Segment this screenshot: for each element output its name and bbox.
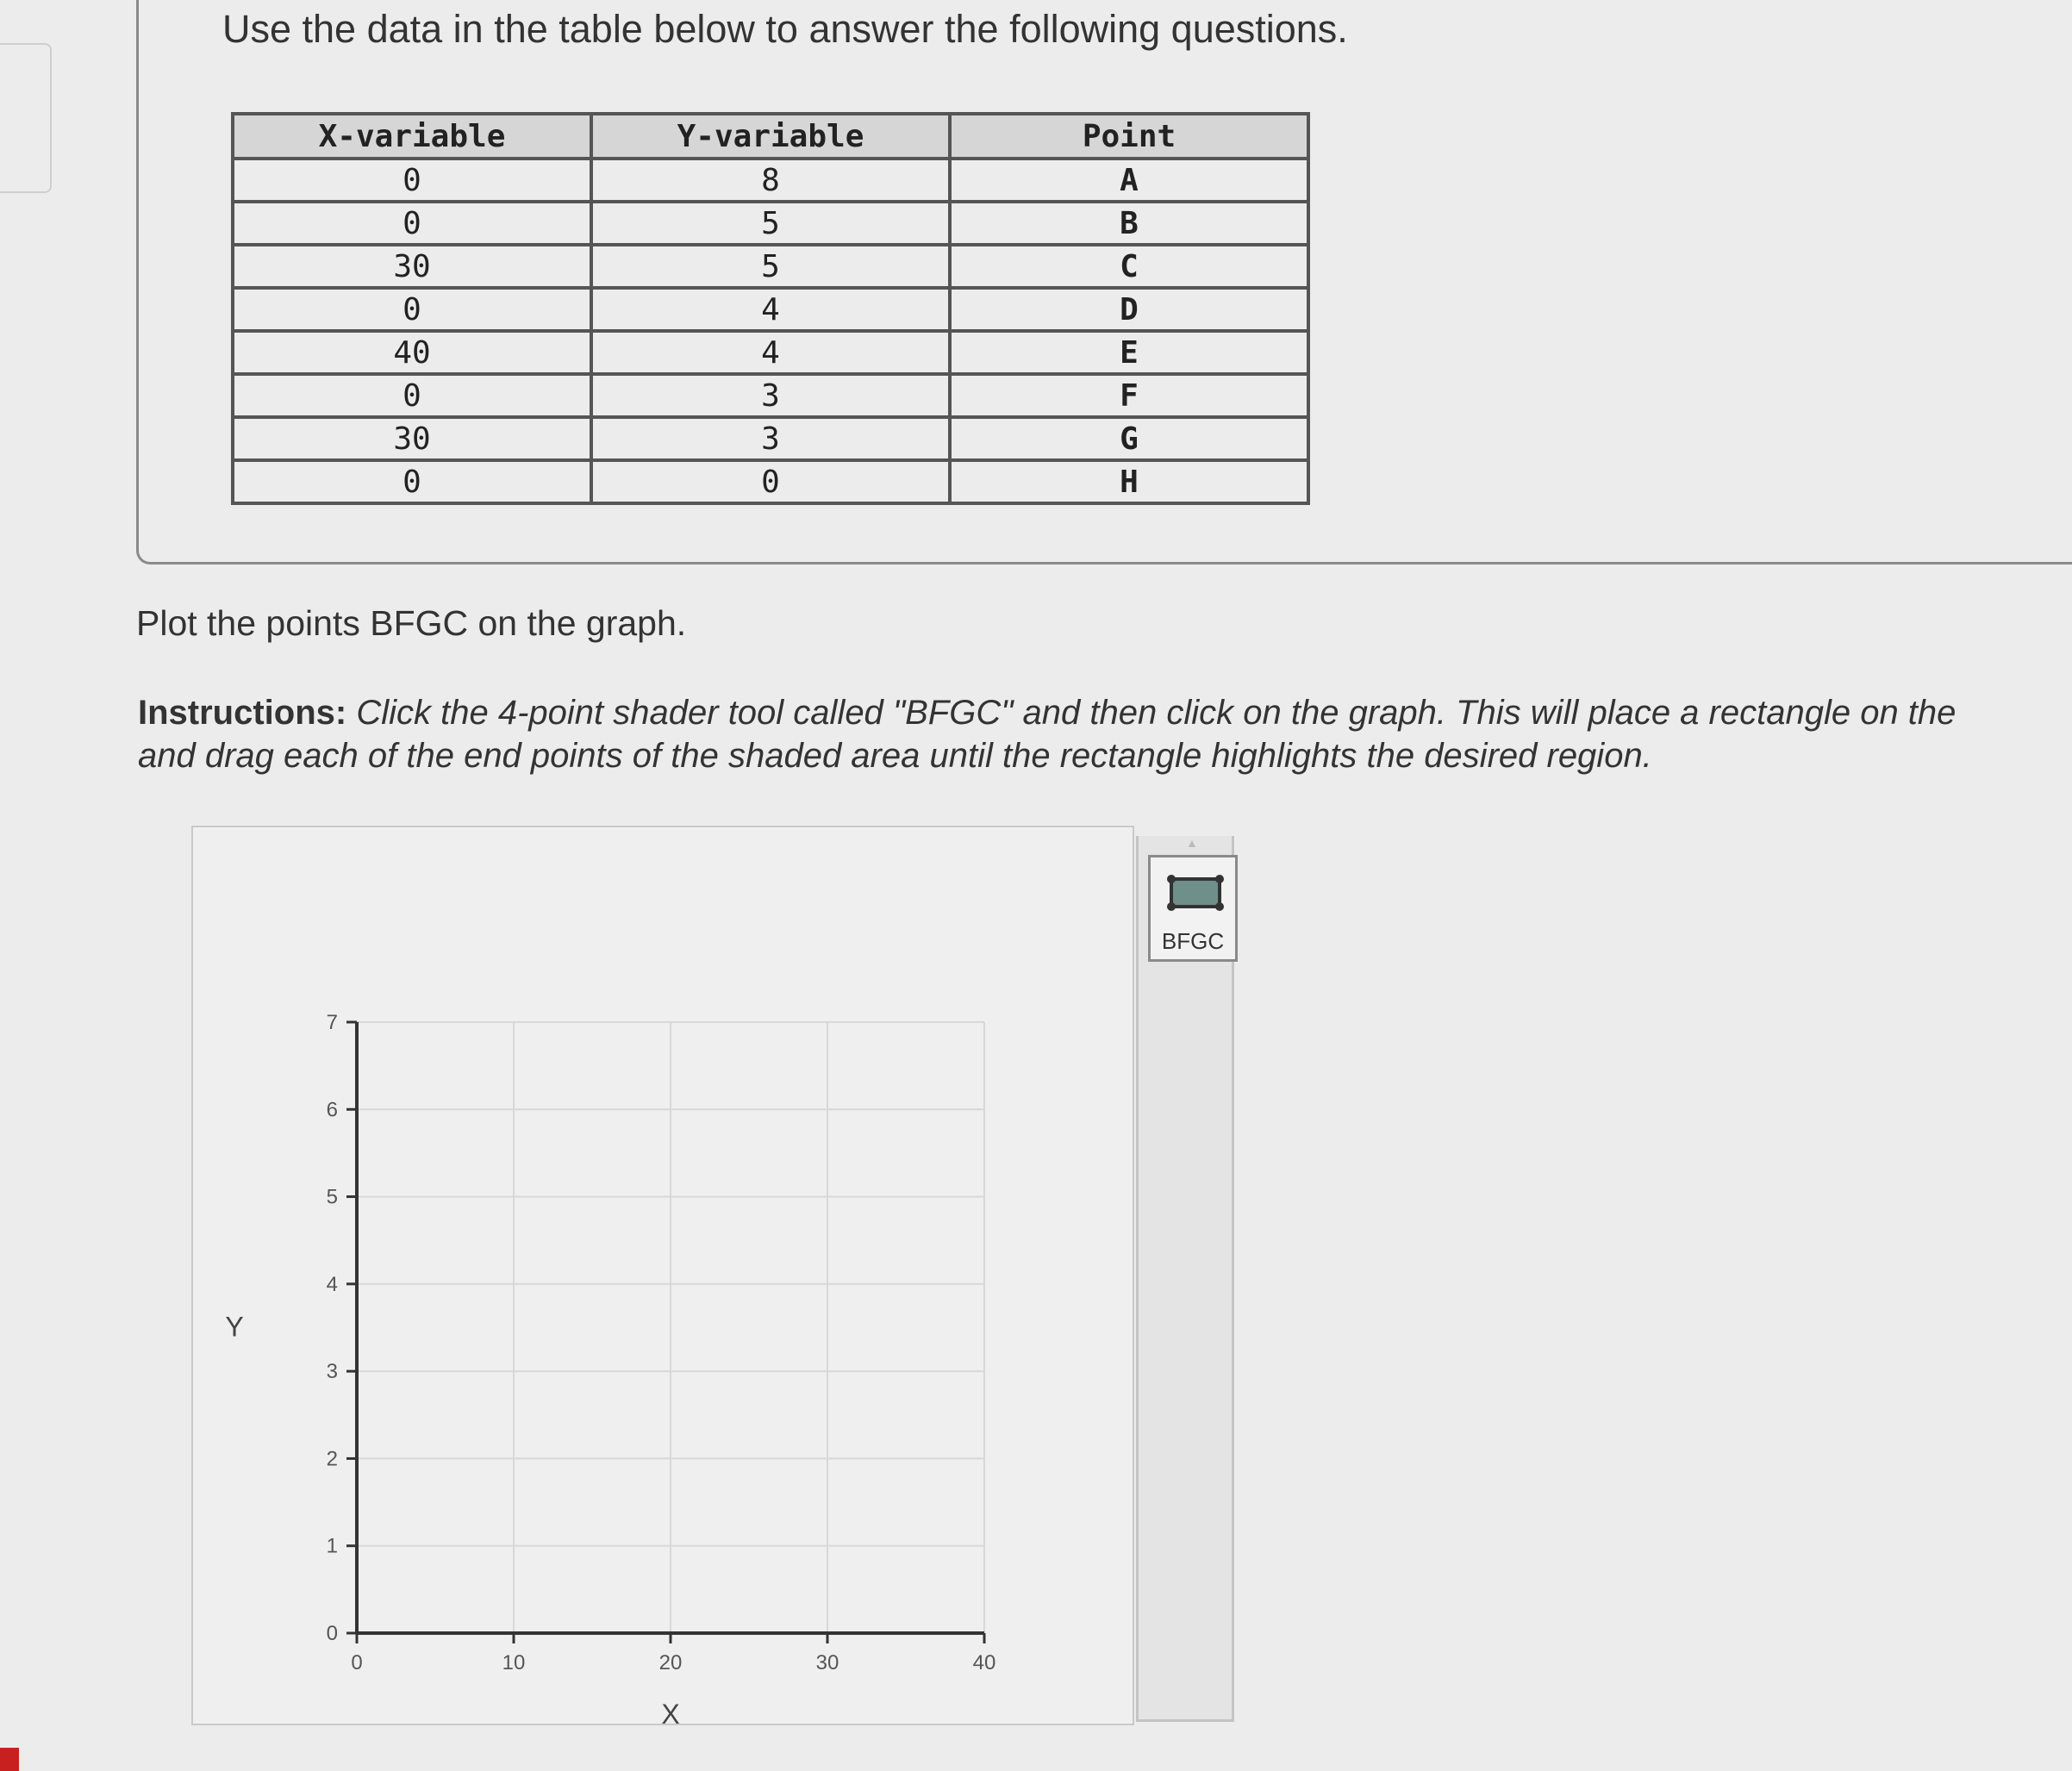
palette-scroll-up-icon[interactable]: ▲ <box>1186 836 1198 850</box>
rectangle-shader-icon <box>1166 871 1225 916</box>
cell-point: G <box>950 417 1308 460</box>
cell-y: 3 <box>591 374 950 417</box>
cell-x: 30 <box>233 245 591 288</box>
cell-y: 8 <box>591 159 950 202</box>
data-table <box>231 112 1310 505</box>
side-tab <box>0 43 52 193</box>
instructions-text-1: Click the 4-point shader tool called "BFGC" and then click on the graph. This will place a rectangle on the <box>356 694 1957 732</box>
tool-palette <box>1136 836 1234 1722</box>
cell-x: 30 <box>233 417 591 460</box>
cell-point: A <box>950 159 1308 202</box>
y-axis-title: Y <box>225 1311 244 1343</box>
x-tick-label: 30 <box>815 1651 839 1674</box>
y-tick-label: 3 <box>326 1360 338 1384</box>
graph-area[interactable] <box>191 826 1134 1725</box>
table-row <box>233 331 1308 374</box>
cell-y: 4 <box>591 288 950 331</box>
cell-x: 0 <box>233 460 591 503</box>
cell-x: 0 <box>233 159 591 202</box>
cell-point: B <box>950 202 1308 245</box>
table-row <box>233 202 1308 245</box>
table-row <box>233 460 1308 503</box>
cell-x: 0 <box>233 374 591 417</box>
table-row <box>233 417 1308 460</box>
cell-point: E <box>950 331 1308 374</box>
x-tick-label: 40 <box>972 1651 996 1674</box>
y-tick-label: 0 <box>326 1622 338 1645</box>
table-row <box>233 245 1308 288</box>
header-point: Point <box>950 114 1308 159</box>
x-axis-title: X <box>661 1699 680 1724</box>
y-tick-label: 1 <box>326 1534 338 1558</box>
cell-x: 0 <box>233 202 591 245</box>
header-x-variable: X-variable <box>233 114 591 159</box>
cell-y: 5 <box>591 202 950 245</box>
table-row <box>233 288 1308 331</box>
cell-y: 4 <box>591 331 950 374</box>
header-y-variable: Y-variable <box>591 114 950 159</box>
x-tick-label: 10 <box>502 1651 526 1674</box>
question-prompt: Plot the points BFGC on the graph. <box>136 603 687 643</box>
x-tick-label: 0 <box>351 1651 363 1674</box>
cell-y: 3 <box>591 417 950 460</box>
y-tick-label: 2 <box>326 1447 338 1471</box>
x-tick-label: 20 <box>658 1651 683 1674</box>
intro-text: Use the data in the table below to answer the following questions. <box>222 7 1348 51</box>
cell-point: D <box>950 288 1308 331</box>
cell-x: 0 <box>233 288 591 331</box>
instructions-lead: Instructions: <box>138 694 347 732</box>
cell-y: 0 <box>591 460 950 503</box>
y-tick-label: 5 <box>326 1185 338 1209</box>
bfgc-shader-tool-button[interactable] <box>1148 855 1238 962</box>
corner-marker <box>0 1748 19 1771</box>
y-tick-label: 7 <box>326 1011 338 1034</box>
graph-canvas[interactable] <box>193 827 1133 1724</box>
y-tick-label: 6 <box>326 1098 338 1122</box>
instructions-line-1 <box>138 691 2060 734</box>
y-tick-label: 4 <box>326 1272 338 1296</box>
cell-point: F <box>950 374 1308 417</box>
instructions <box>138 691 2060 777</box>
cell-point: C <box>950 245 1308 288</box>
table-header-row <box>233 114 1308 159</box>
cell-point: H <box>950 460 1308 503</box>
bfgc-tool-label: BFGC <box>1161 928 1225 954</box>
instructions-text-2: and drag each of the end points of the shaded area until the rectangle highlights the desired region. <box>138 737 1652 775</box>
cell-y: 5 <box>591 245 950 288</box>
cell-x: 40 <box>233 331 591 374</box>
table-row <box>233 159 1308 202</box>
table-row <box>233 374 1308 417</box>
